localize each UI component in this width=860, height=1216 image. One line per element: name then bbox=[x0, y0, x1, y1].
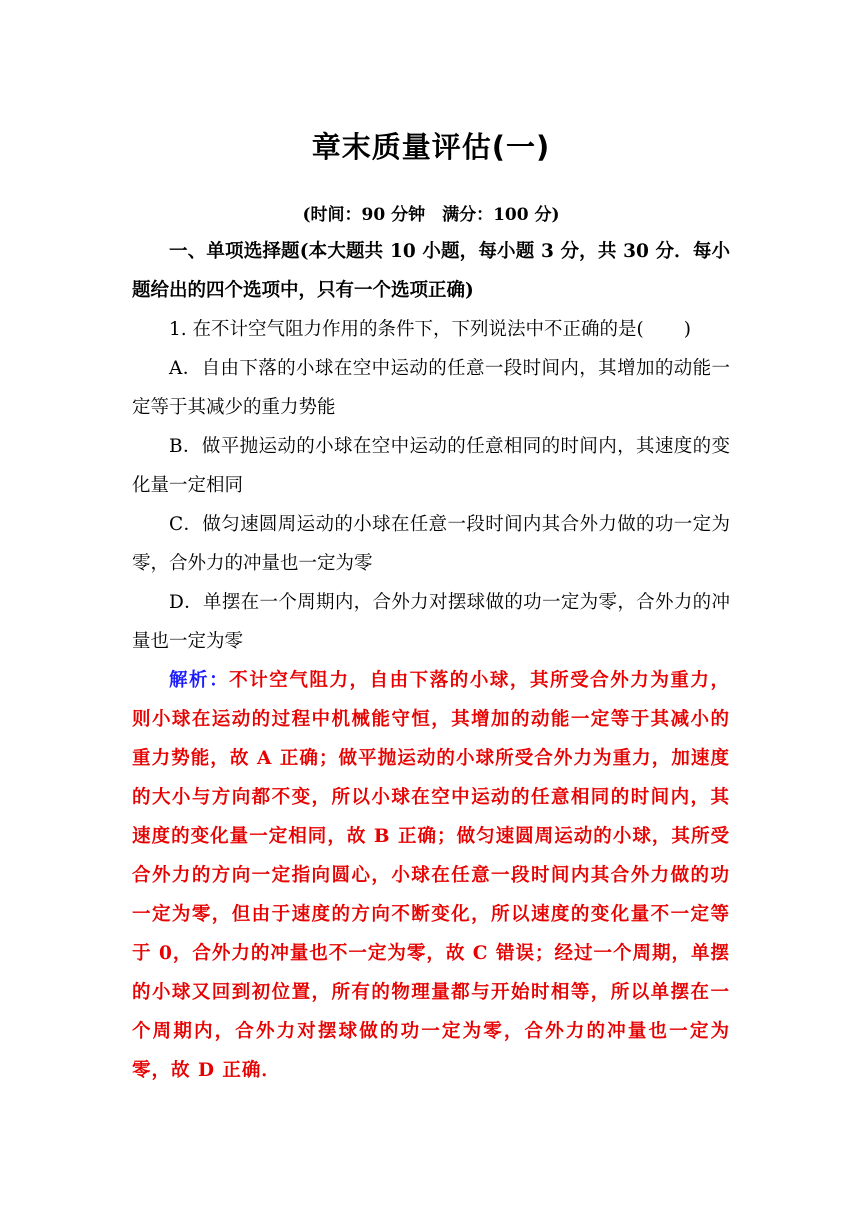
document-page bbox=[132, 122, 730, 1090]
page-title: 章末质量评估(一) bbox=[311, 130, 551, 164]
analysis-label: 解析： bbox=[169, 670, 230, 691]
analysis-paragraph bbox=[132, 661, 730, 1090]
option-a: A．自由下落的小球在空中运动的任意一段时间内，其增加的动能一定等于其减少的重力势能 bbox=[132, 358, 730, 418]
exam-info: (时间：90 分钟 满分：100 分) bbox=[302, 205, 560, 225]
option-d: D．单摆在一个周期内，合外力对摆球做的功一定为零，合外力的冲量也一定为零 bbox=[132, 592, 730, 652]
option-b: B．做平抛运动的小球在空中运动的任意相同的时间内，其速度的变化量一定相同 bbox=[132, 436, 730, 496]
question-stem-text: 1. 在不计空气阻力作用的条件下，下列说法中不正确的是( bbox=[169, 319, 644, 340]
option-c: C．做匀速圆周运动的小球在任意一段时间内其合外力做的功一定为零，合外力的冲量也一定为零 bbox=[132, 514, 730, 574]
question-stem bbox=[132, 310, 730, 349]
section-heading: 一、单项选择题(本大题共 10 小题，每小题 3 分，共 30 分．每小题给出的四个选项中，只有一个选项正确) bbox=[132, 241, 730, 301]
question-stem-close: ) bbox=[683, 319, 691, 340]
analysis-text: 不计空气阻力，自由下落的小球，其所受合外力为重力，则小球在运动的过程中机械能守恒，其增加的动能一定等于其减小的重力势能，故 A 正确；做平抛运动的小球所受合外力为重力，加速度的大小与方向都不变，所以小球在空中运动的任意相同的时间内，其速度的变化量一定相同，故 B 正确；做匀速圆周运动的小球，其所受合外力的方向一定指向圆心，小球在任意一段时间内其合外力做的功一定为零，但由于速度的方向不断变化，所以速度的变化量不一定等于 0，合外力的冲量也不一定为零，故 C 错误；经过一个周期，单摆的小球又回到初位置，所有的物理量都与开始时相等，所以单摆在一个周期内，合外力对摆球做的功一定为零，合外力的冲量也一定为零，故 D 正确． bbox=[132, 670, 730, 1081]
